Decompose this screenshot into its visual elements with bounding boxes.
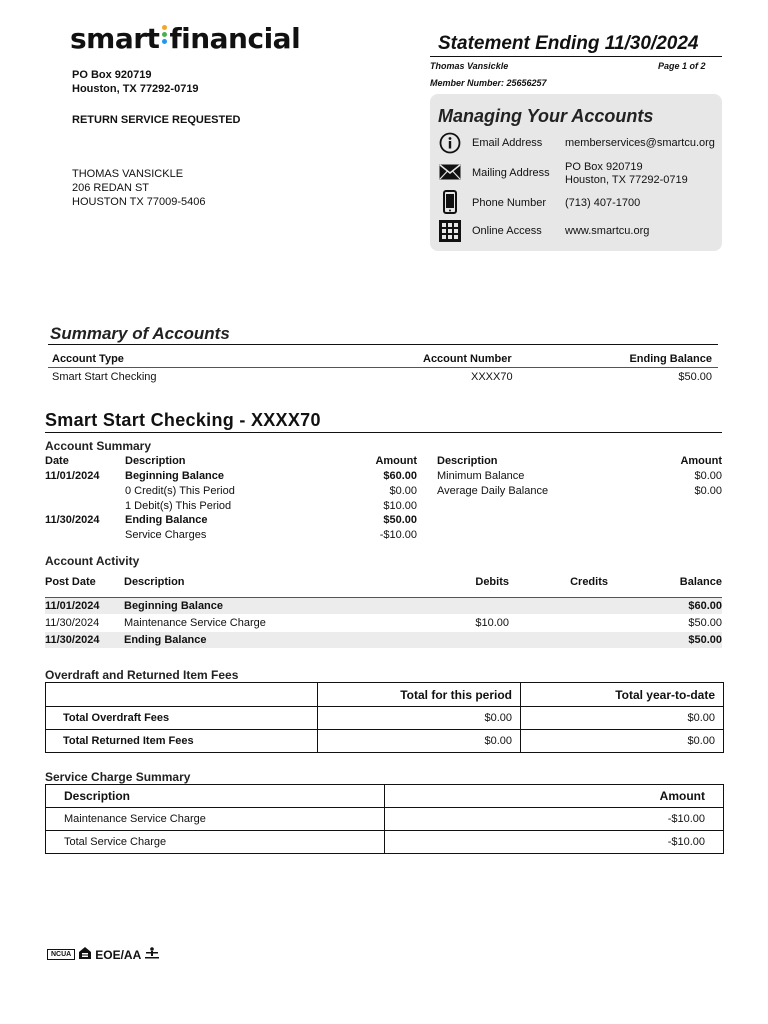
table-header-cell: Total year-to-date [521, 683, 724, 707]
as-right-desc: Average Daily Balance [437, 485, 549, 497]
activity-row-date: 11/30/2024 [45, 617, 100, 629]
summary-header-type: Account Type [52, 353, 124, 365]
activity-row-date: 11/01/2024 [45, 600, 100, 612]
activity-row-desc: Maintenance Service Charge [124, 617, 266, 629]
checking-title: Smart Start Checking - XXXX70 [45, 410, 321, 430]
service-charge-table [45, 784, 724, 854]
table-header-cell: Total for this period [318, 683, 521, 707]
as-right-desc: Minimum Balance [437, 470, 525, 482]
table-cell: -$10.00 [385, 831, 724, 854]
mailing-line: Houston, TX 77292-0719 [565, 174, 688, 186]
summary-title: Summary of Accounts [50, 324, 230, 343]
envelope-icon [438, 160, 462, 184]
account-summary-title: Account Summary [45, 439, 152, 453]
activity-header-balance: Balance [679, 576, 722, 588]
email-value[interactable]: memberservices@smartcu.org [565, 137, 715, 149]
as-header-amount: Amount [375, 455, 417, 467]
table-header-row [46, 785, 724, 808]
member-address-line: HOUSTON TX 77009-5406 [72, 196, 206, 208]
grid-icon [438, 219, 462, 243]
table-cell: $0.00 [318, 730, 521, 753]
as-row-date: 11/01/2024 [45, 470, 100, 482]
activity-row-balance: $50.00 [688, 634, 722, 646]
activity-header-credits: Credits [570, 576, 608, 588]
table-row [46, 707, 724, 730]
statement-title: Statement Ending 11/30/2024 [438, 33, 699, 54]
contact-label: Mailing Address [472, 167, 550, 179]
table-row [46, 730, 724, 753]
divider [45, 432, 722, 433]
contact-row-mailing [438, 160, 722, 186]
activity-title: Account Activity [45, 554, 140, 568]
summary-account-number: XXXX70 [471, 371, 513, 383]
statement-member-name: Thomas Vansickle [430, 61, 509, 71]
activity-row-desc: Beginning Balance [124, 600, 224, 612]
overdraft-table [45, 682, 724, 753]
brand-logo [70, 22, 300, 55]
contact-row-online [438, 219, 722, 245]
as-header-desc: Description [125, 455, 186, 467]
member-address-line: 206 REDAN ST [72, 182, 150, 194]
logo-dots [160, 23, 168, 46]
contact-row-phone [438, 190, 722, 216]
divider [48, 367, 718, 368]
return-address [72, 68, 199, 96]
member-address-line: THOMAS VANSICKLE [72, 168, 184, 180]
phone-value[interactable]: (713) 407-1700 [565, 197, 641, 209]
return-address-line: Houston, TX 77292-0719 [72, 83, 199, 95]
as-row-desc: 1 Debit(s) This Period [125, 500, 232, 512]
as-row-desc: Beginning Balance [125, 470, 225, 482]
divider [48, 344, 718, 345]
mailing-line: PO Box 920719 [565, 161, 643, 173]
table-cell: Maintenance Service Charge [46, 808, 385, 831]
table-header-cell: Description [46, 785, 385, 808]
as-row-desc: Ending Balance [125, 514, 208, 526]
overdraft-title: Overdraft and Returned Item Fees [45, 668, 239, 682]
logo-text-right: financial [169, 22, 301, 55]
return-address-line: PO Box 920719 [72, 69, 152, 81]
footer-logos [47, 947, 159, 962]
member-address [72, 167, 206, 209]
eoe-logo: EOE/AA [95, 947, 142, 962]
as-row-amount: $60.00 [383, 470, 417, 482]
table-header-cell: Amount [385, 785, 724, 808]
table-header-row [46, 683, 724, 707]
activity-row-date: 11/30/2024 [45, 634, 100, 646]
table-cell: Total Returned Item Fees [46, 730, 318, 753]
contact-row-email [438, 131, 722, 157]
member-number: Member Number: 25656257 [430, 78, 547, 88]
as-row-amount: $10.00 [383, 500, 417, 512]
as-row-amount: -$10.00 [379, 529, 417, 541]
table-cell: $0.00 [521, 730, 724, 753]
service-charge-title: Service Charge Summary [45, 770, 191, 784]
website-link[interactable]: www.smartcu.org [565, 225, 650, 237]
mailing-value [565, 161, 688, 187]
as-right-amount: $0.00 [694, 485, 722, 497]
accessibility-icon [145, 947, 159, 962]
table-row [46, 808, 724, 831]
as-row-desc: Service Charges [125, 529, 207, 541]
return-service-note: RETURN SERVICE REQUESTED [72, 114, 241, 126]
summary-header-balance: Ending Balance [629, 353, 712, 365]
summary-account-type: Smart Start Checking [52, 371, 157, 383]
table-cell: Total Overdraft Fees [46, 707, 318, 730]
contact-label: Email Address [472, 137, 543, 149]
activity-header-date: Post Date [45, 576, 96, 588]
contact-label: Online Access [472, 225, 542, 237]
table-cell: -$10.00 [385, 808, 724, 831]
as-row-date: 11/30/2024 [45, 514, 100, 526]
summary-header-number: Account Number [423, 353, 512, 365]
activity-row-debit: $10.00 [475, 617, 509, 629]
activity-header-desc: Description [124, 576, 185, 588]
ncua-logo: NCUA [47, 949, 75, 960]
activity-row-balance: $60.00 [688, 600, 722, 612]
table-row [46, 831, 724, 854]
managing-accounts-title: Managing Your Accounts [438, 106, 654, 126]
table-cell: Total Service Charge [46, 831, 385, 854]
as-row-amount: $0.00 [389, 485, 417, 497]
as-header-desc-right: Description [437, 455, 498, 467]
phone-icon [438, 190, 462, 214]
equal-housing-icon [79, 947, 91, 962]
as-row-amount: $50.00 [383, 514, 417, 526]
as-right-amount: $0.00 [694, 470, 722, 482]
info-icon [438, 131, 462, 155]
as-header-date: Date [45, 455, 69, 467]
activity-row-balance: $50.00 [688, 617, 722, 629]
logo-text-left: smart [70, 22, 160, 55]
summary-ending-balance: $50.00 [678, 371, 712, 383]
divider [430, 56, 722, 57]
table-cell: $0.00 [521, 707, 724, 730]
table-cell: $0.00 [318, 707, 521, 730]
activity-row-desc: Ending Balance [124, 634, 207, 646]
page-number: Page 1 of 2 [658, 61, 706, 71]
contact-label: Phone Number [472, 197, 546, 209]
as-row-desc: 0 Credit(s) This Period [125, 485, 235, 497]
table-header-cell [46, 683, 318, 707]
activity-header-debits: Debits [475, 576, 509, 588]
as-header-amount-right: Amount [680, 455, 722, 467]
